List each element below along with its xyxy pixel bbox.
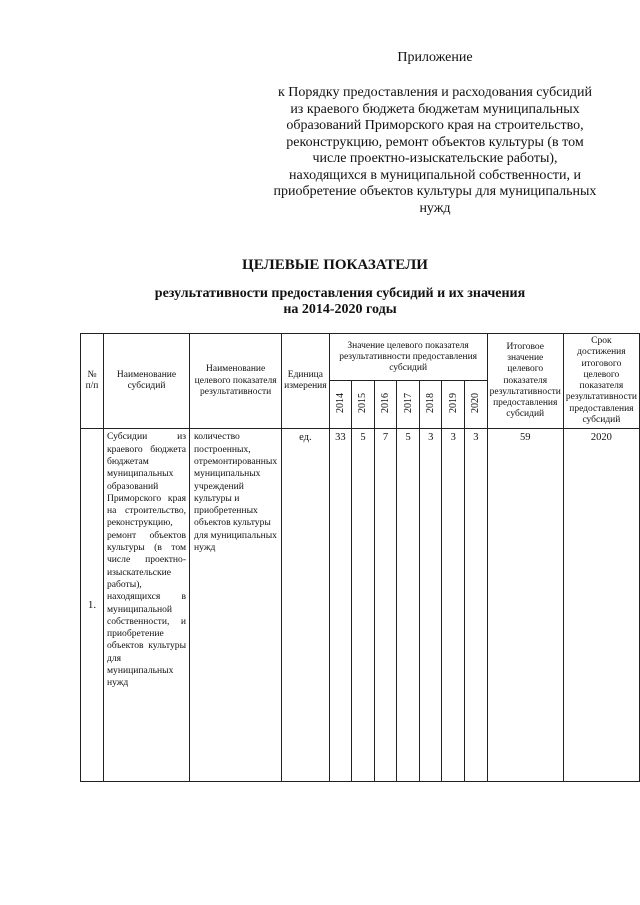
cell-num: 1. xyxy=(81,429,104,782)
header-values-group: Значение целевого показателя результативности предоставления субсидий xyxy=(329,334,487,381)
header-year: 2018 xyxy=(419,381,442,429)
header-unit: Единица измерения xyxy=(282,334,329,429)
table-header-row xyxy=(81,334,640,381)
header-year: 2019 xyxy=(442,381,465,429)
appendix-line: из краевого бюджета бюджетам муниципальных xyxy=(290,101,580,117)
header-name: Наименование субсидий xyxy=(103,334,189,429)
appendix-line: образований Приморского края на строительство, xyxy=(286,118,584,133)
header-year: 2020 xyxy=(465,381,488,429)
header-indicator: Наименование целевого показателя результативности xyxy=(190,334,282,429)
header-year: 2014 xyxy=(329,381,352,429)
cell-value: 3 xyxy=(465,429,488,782)
document-subtitle xyxy=(20,286,640,318)
appendix-line: приобретение объектов культуры для муниципальных xyxy=(273,184,597,199)
appendix-title: Приложение xyxy=(397,50,473,65)
cell-unit: ед. xyxy=(282,429,329,782)
appendix-heading xyxy=(0,50,640,66)
appendix-line: реконструкцию, ремонт объектов культуры (в том xyxy=(286,134,584,150)
appendix-reference xyxy=(250,85,620,217)
header-year: 2017 xyxy=(397,381,420,429)
cell-value: 5 xyxy=(352,429,375,782)
header-num: № п/п xyxy=(81,334,104,429)
document-subtitle-line: результативности предоставления субсидий и их значения xyxy=(154,286,526,301)
cell-term: 2020 xyxy=(563,429,639,782)
appendix-line: находящихся в муниципальной собственности, и xyxy=(288,167,582,183)
header-term: Срок достижения итогового целевого показателя результативности предоставления субсидий xyxy=(563,334,639,429)
cell-value: 5 xyxy=(397,429,420,782)
cell-value: 33 xyxy=(329,429,352,782)
cell-indicator: количество построенных, отремонтированных муниципальных учреждений культуры и приобретенных объектов культуры для муниципальных нужд xyxy=(190,429,282,782)
cell-value: 7 xyxy=(374,429,397,782)
cell-value: 3 xyxy=(419,429,442,782)
appendix-line: числе проектно-изыскательские работы), xyxy=(312,151,558,166)
document-title: ЦЕЛЕВЫЕ ПОКАЗАТЕЛИ xyxy=(242,257,428,273)
header-year: 2015 xyxy=(352,381,375,429)
header-total: Итоговое значение целевого показателя результативности предоставления субсидий xyxy=(487,334,563,429)
table-row xyxy=(81,429,640,782)
appendix-line: к Порядку предоставления и расходования субсидий xyxy=(277,85,593,100)
cell-total: 59 xyxy=(487,429,563,782)
indicators-table xyxy=(80,333,640,782)
cell-name: Субсидии из краевого бюджета бюджетам муниципальных образований Приморского края на строительство, реконструкцию, ремонт объектов культуры (в том числе проектно-изыскательские работы), находящихся в муниципальной собственности, и приобретение объектов культуры для муниципальных нужд xyxy=(103,429,189,782)
document-subtitle-line: на 2014-2020 годы xyxy=(283,302,397,317)
cell-value: 3 xyxy=(442,429,465,782)
header-year: 2016 xyxy=(374,381,397,429)
appendix-line: нужд xyxy=(419,200,451,216)
